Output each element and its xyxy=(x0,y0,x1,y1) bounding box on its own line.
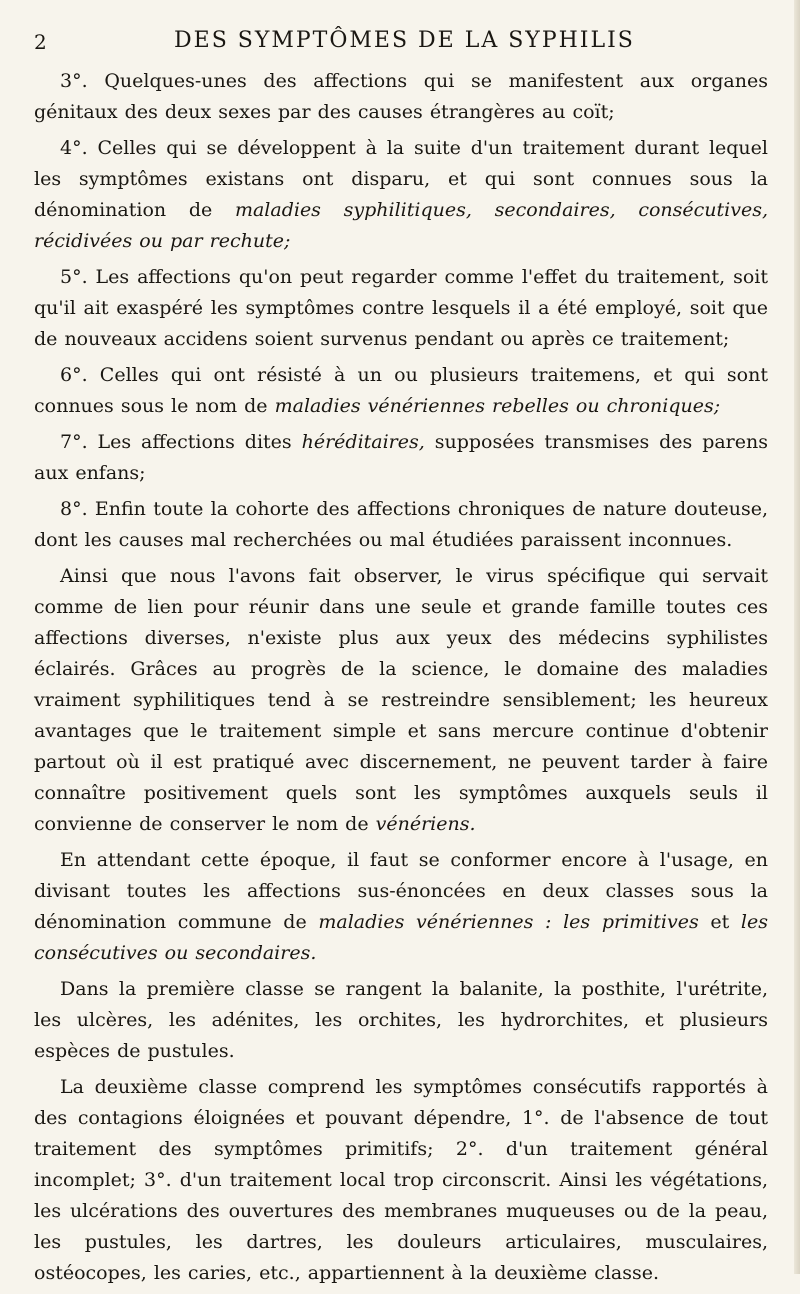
text-run: 6°. Celles qui ont résisté à un ou plusieurs traitemens, et qui sont connues sous le nom de xyxy=(34,364,768,417)
text-run: En attendant cette époque, il faut se conformer encore à l'usage, en divisant toutes les affections sus-énoncées en deux classes sous la dénomination commune de xyxy=(34,849,768,933)
paragraph xyxy=(34,360,768,422)
paragraph xyxy=(34,974,768,1067)
italic-text: maladies syphilitiques, secondaires, consécutives, récidivées ou par rechute; xyxy=(34,199,768,252)
text-run: Ainsi que nous l'avons fait observer, le virus spécifique qui servait comme de lien pour réunir dans une seule et grande famille toutes ces affections diverses, n'existe plus aux yeux des médecins syphilistes éclairés. Grâces au progrès de la science, le domaine des maladies vraiment syphilitiques tend à se restreindre sensiblement; les heureux avantages que le traitement simple et sans mercure continue d'obtenir partout où il est pratiqué avec discernement, ne peuvent tarder à faire connaître positivement quels sont les symptômes auxquels seuls il convienne de conserver le nom de xyxy=(34,565,768,835)
paragraph xyxy=(34,427,768,489)
italic-text: maladies vénériennes : les primitives xyxy=(318,911,699,933)
italic-text: héréditaires, xyxy=(301,431,425,453)
text-run: 8°. Enfin toute la cohorte des affections chroniques de nature douteuse, dont les causes mal recherchées ou mal étudiées paraissent inconnues. xyxy=(34,498,768,551)
text-run: 7°. Les affections dites xyxy=(60,431,302,453)
paragraph xyxy=(34,133,768,257)
page-number: 2 xyxy=(34,30,47,54)
paragraph xyxy=(34,262,768,355)
paragraph xyxy=(34,561,768,840)
italic-text: vénériens. xyxy=(375,813,476,835)
text-run: Dans la première classe se rangent la balanite, la posthite, l'urétrite, les ulcères, les adénites, les orchites, les hydrorchites, et plusieurs espèces de pustules. xyxy=(34,978,768,1062)
page-edge xyxy=(794,0,800,1274)
italic-text: maladies vénériennes rebelles ou chroniques; xyxy=(274,395,721,417)
paragraph xyxy=(34,494,768,556)
text-run: 4°. Celles qui se développent à la suite d'un traitement durant lequel les symptômes existans ont disparu, et qui sont connues sous la dénomination de xyxy=(34,137,768,221)
paragraph xyxy=(34,66,768,128)
text-run: et xyxy=(698,911,741,933)
body-text xyxy=(34,66,768,1294)
text-run: 5°. Les affections qu'on peut regarder comme l'effet du traitement, soit qu'il ait exaspéré les symptômes contre lesquels il a été employé, soit que de nouveaux accidens soient survenus pendant ou après ce traitement; xyxy=(34,266,768,350)
paragraph xyxy=(34,845,768,969)
paragraph xyxy=(34,1072,768,1289)
page-header xyxy=(34,24,766,58)
text-run: 3°. Quelques-unes des affections qui se manifestent aux organes génitaux des deux sexes par des causes étrangères au coït; xyxy=(34,70,768,123)
italic-text: les consécutives ou secondaires. xyxy=(34,911,768,964)
text-run: La deuxième classe comprend les symptômes consécutifs rapportés à des contagions éloignées et pouvant dépendre, 1°. de l'absence de tout traitement des symptômes primitifs; 2°. d'un traitement général incomplet; 3°. d'un traitement local trop circonscrit. Ainsi les végétations, les ulcérations des ouvertures des membranes muqueuses ou de la peau, les pustules, les dartres, les douleurs articulaires, musculaires, ostéocopes, les caries, etc., appartiennent à la deuxième classe. xyxy=(34,1076,768,1284)
running-title: DES SYMPTÔMES DE LA SYPHILIS xyxy=(174,28,635,53)
text-run: supposées transmises des parens aux enfans; xyxy=(34,431,768,484)
